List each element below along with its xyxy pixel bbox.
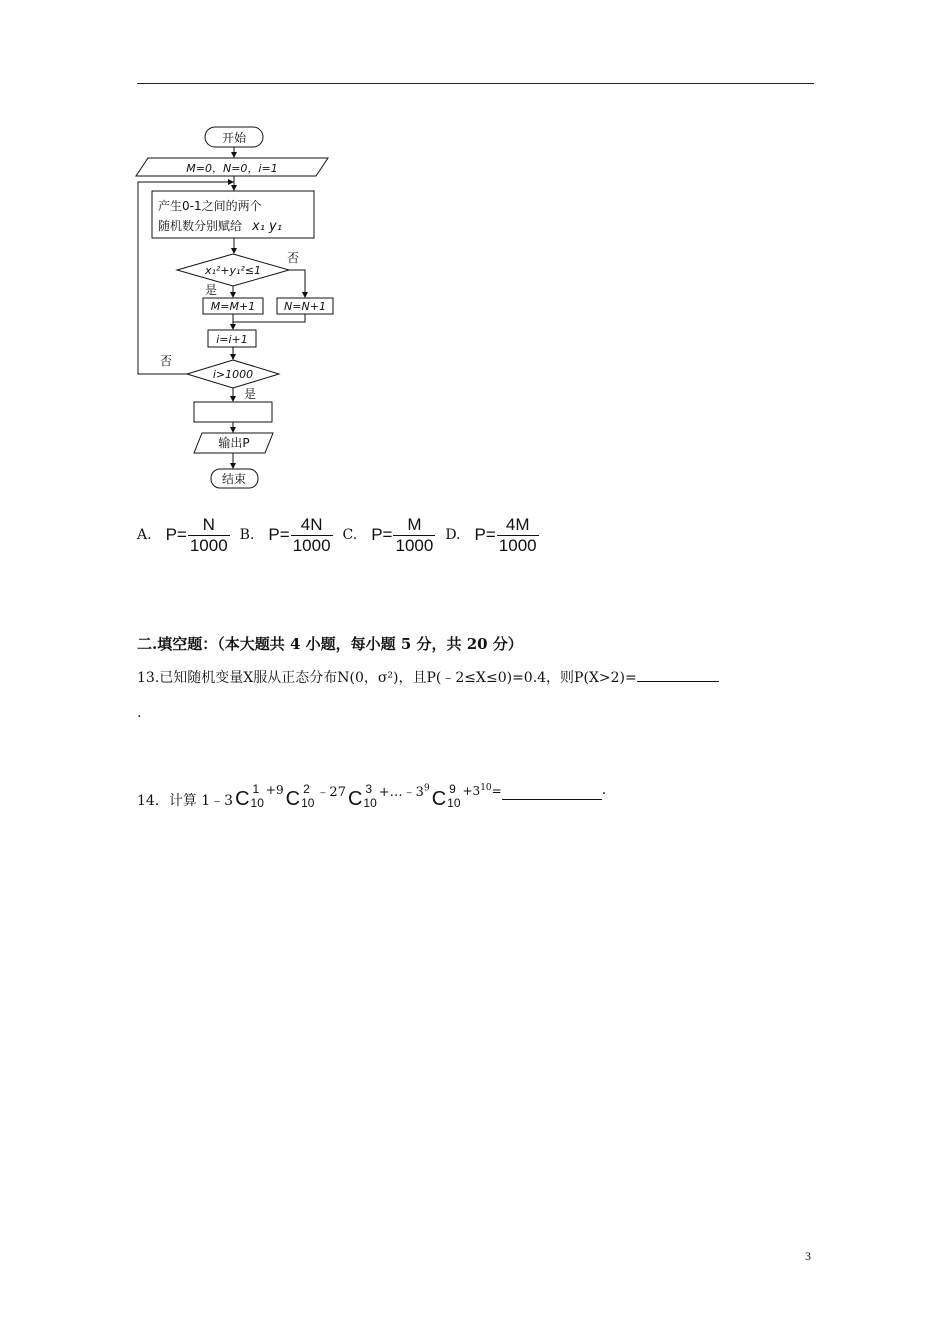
numerator: 4N (300, 514, 323, 534)
cond1-label: x₁²+y₁²≤1 (204, 264, 262, 277)
equals: = (491, 783, 502, 798)
comb-index (301, 782, 314, 810)
flowchart (130, 120, 350, 499)
fraction (497, 515, 539, 556)
comb-symbol: C (235, 788, 250, 810)
denominator: 1000 (498, 535, 537, 555)
fraction (188, 515, 230, 556)
option-letter: A. (137, 527, 152, 543)
question-14 (137, 770, 606, 810)
combination (286, 782, 315, 810)
yes1-label: 是 (205, 283, 218, 297)
generate-vars: x₁ y₁ (252, 219, 282, 234)
question-14-prefix: 14．计算 1﹣3 (137, 793, 234, 809)
option-formula (166, 515, 230, 556)
option-letter: B. (239, 527, 255, 543)
inc-i-label: i=i+1 (216, 333, 248, 346)
term-op (379, 781, 430, 800)
comb-k: 2 (303, 782, 310, 796)
denominator: 1000 (292, 535, 331, 555)
no1-label: 否 (287, 251, 300, 265)
option-c (343, 515, 436, 556)
output-label: 输出P (218, 436, 250, 450)
question-13-text: 13.已知随机变量X服从正态分布N(0，σ²)，且P(﹣2≤X≤0)=0.4，则P(X>2)= (137, 670, 637, 686)
comb-n: 10 (363, 796, 377, 810)
inc-m-label: M=M+1 (210, 300, 256, 313)
no2-label: 否 (160, 354, 173, 368)
question-13 (137, 667, 719, 687)
denominator: 1000 (395, 535, 434, 555)
end-label: 结束 (221, 472, 247, 486)
term-op-text: +…﹣3 (378, 784, 424, 800)
answer-blank (502, 787, 602, 800)
option-d (445, 515, 538, 556)
option-letter: C. (342, 527, 358, 543)
option-prefix: P= (268, 525, 290, 544)
answer-blank (637, 669, 719, 682)
option-formula (371, 515, 435, 556)
question-14-end: . (601, 782, 607, 798)
option-prefix: P= (474, 525, 496, 544)
flowchart-svg (130, 120, 350, 495)
option-prefix: P= (165, 525, 187, 544)
denominator: 1000 (189, 535, 228, 555)
comb-index (363, 782, 376, 810)
numerator: M (407, 514, 422, 534)
section-title: 二.填空题：（本大题共 4 小题，每小题 5 分，共 20 分） (137, 635, 523, 653)
inc-n-label: N=N+1 (284, 300, 326, 313)
comb-n: 10 (447, 796, 461, 810)
comb-n: 10 (250, 796, 264, 810)
comb-index (251, 782, 264, 810)
question-13-tail: . (137, 705, 142, 721)
option-prefix: P= (371, 525, 393, 544)
power: 9 (423, 783, 430, 794)
comb-k: 3 (365, 782, 373, 796)
numerator: 4M (505, 514, 530, 534)
option-formula (475, 515, 539, 556)
comb-symbol: C (285, 788, 301, 810)
comb-n: 10 (301, 796, 315, 810)
option-formula (268, 515, 332, 556)
init-label: M=0，N=0，i=1 (186, 162, 278, 175)
numerator: N (202, 514, 215, 534)
empty-box (194, 402, 272, 422)
term-op: ﹣27 (316, 784, 346, 800)
fraction (291, 515, 333, 556)
generate-line2: 随机数分别赋给 (158, 219, 243, 233)
combination (348, 782, 377, 810)
option-a (137, 515, 230, 556)
header-rule (137, 83, 814, 84)
power: 10 (480, 782, 492, 793)
comb-symbol: C (431, 788, 447, 810)
comb-k: 1 (252, 782, 260, 796)
option-letter: D. (445, 527, 461, 543)
yes2-label: 是 (244, 387, 257, 401)
start-label: 开始 (221, 131, 247, 145)
combination (235, 782, 264, 810)
term-op-text: +3 (462, 783, 481, 798)
cond2-label: i>1000 (212, 368, 254, 381)
fraction (393, 515, 435, 556)
comb-symbol: C (347, 788, 363, 810)
answer-options (137, 510, 549, 560)
term-op (463, 783, 502, 798)
comb-k: 9 (449, 782, 456, 796)
page-number: 3 (805, 1249, 811, 1263)
combination (432, 782, 461, 810)
term-op: +9 (265, 783, 284, 797)
generate-line1: 产生0-1之间的两个 (158, 199, 262, 213)
option-b (240, 515, 333, 556)
comb-index (447, 782, 460, 810)
